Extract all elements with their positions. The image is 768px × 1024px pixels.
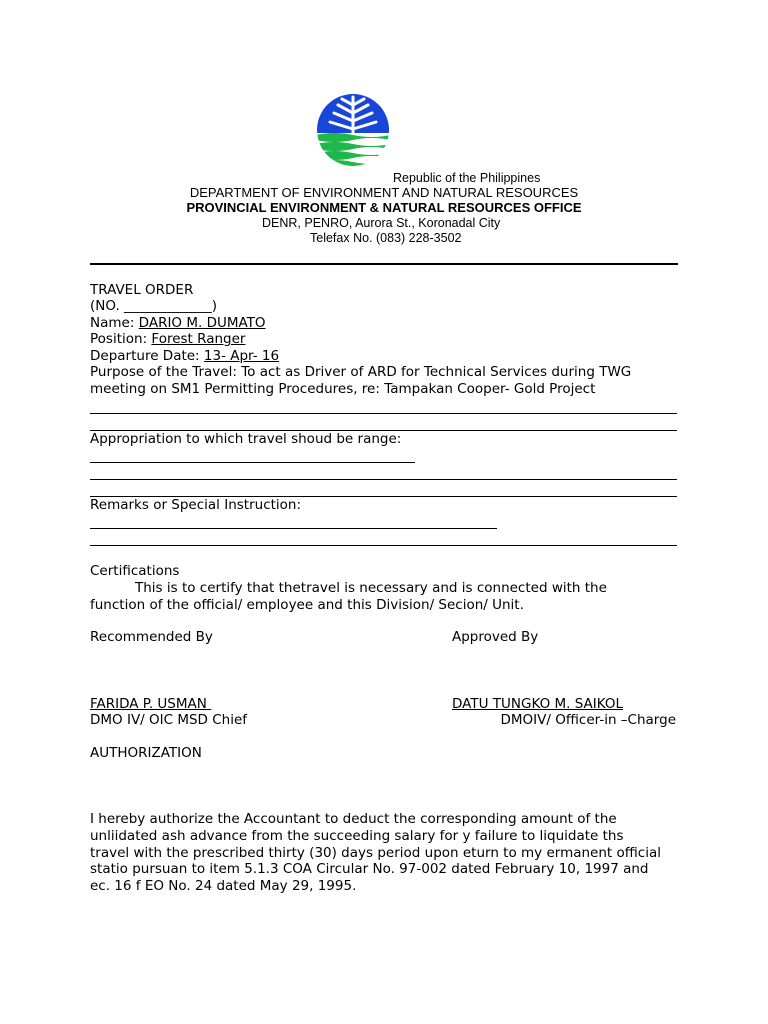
approver-name: DATU TUNGKO M. SAIKOL: [452, 696, 624, 712]
authorization-title: AUTHORIZATION: [90, 745, 202, 761]
certification-line-1: This is to certify that thetravel is necessary and is connected with the: [135, 580, 607, 596]
header-divider: [90, 263, 678, 265]
authorization-line-3: travel with the prescribed thirty (30) days period upon eturn to my ermanent official: [90, 845, 662, 861]
authorization-line-4: statio pursuan to item 5.1.3 COA Circular No. 97-002 dated February 10, 1997 and: [90, 861, 649, 877]
appropriation-blank-line-1: [90, 462, 415, 463]
office-name: PROVINCIAL ENVIRONMENT & NATURAL RESOURCES OFFICE: [186, 200, 582, 215]
departure-field: [90, 348, 279, 365]
authorization-line-5: ec. 16 f EO No. 24 dated May 29, 1995.: [90, 878, 357, 894]
departure-value: 13- Apr- 16: [203, 348, 280, 364]
order-number: (NO. _____________): [90, 298, 218, 314]
departure-label: Departure Date:: [90, 348, 204, 364]
authorization-line-1: I hereby authorize the Accountant to deduct the corresponding amount of the: [90, 811, 617, 827]
republic-line: Republic of the Philippines: [393, 171, 541, 185]
purpose-line-2: meeting on SM1 Permitting Procedures, re: Tampakan Cooper- Gold Project: [90, 381, 596, 397]
position-value: Forest Ranger: [151, 331, 246, 347]
appropriation-label: Appropriation to which travel shoud be range:: [90, 431, 402, 447]
remarks-blank-line-1: [90, 528, 497, 529]
travel-order-title: TRAVEL ORDER: [90, 282, 194, 298]
remarks-blank-line-2: [90, 545, 677, 546]
name-label: Name:: [90, 315, 139, 331]
certifications-title: Certifications: [90, 563, 180, 579]
authorization-line-2: unliidated ash advance from the succeeding salary for y failure to liquidate ths: [90, 828, 624, 844]
name-field: [90, 315, 266, 332]
recommender-title: DMO IV/ OIC MSD Chief: [90, 712, 248, 728]
purpose-blank-line-1: [90, 413, 677, 414]
denr-logo-icon: [316, 93, 390, 167]
recommender-name: FARIDA P. USMAN: [90, 696, 212, 712]
department-name: DEPARTMENT OF ENVIRONMENT AND NATURAL RESOURCES: [189, 185, 579, 200]
position-label: Position:: [90, 331, 152, 347]
appropriation-blank-line-2: [90, 479, 677, 480]
certification-line-2: function of the official/ employee and this Division/ Secion/ Unit.: [90, 597, 524, 613]
approved-by-label: Approved By: [452, 629, 539, 645]
approver-title: DMOIV/ Officer-in –Charge: [500, 712, 676, 728]
position-field: [90, 331, 245, 348]
office-address: DENR, PENRO, Aurora St., Koronadal City: [262, 216, 501, 230]
recommended-by-label: Recommended By: [90, 629, 213, 645]
name-value: DARIO M. DUMATO: [138, 315, 266, 331]
telefax-number: Telefax No. (083) 228-3502: [310, 231, 462, 245]
remarks-label: Remarks or Special Instruction:: [90, 497, 302, 513]
purpose-line-1: Purpose of the Travel: To act as Driver of ARD for Technical Services during TWG: [90, 364, 632, 380]
